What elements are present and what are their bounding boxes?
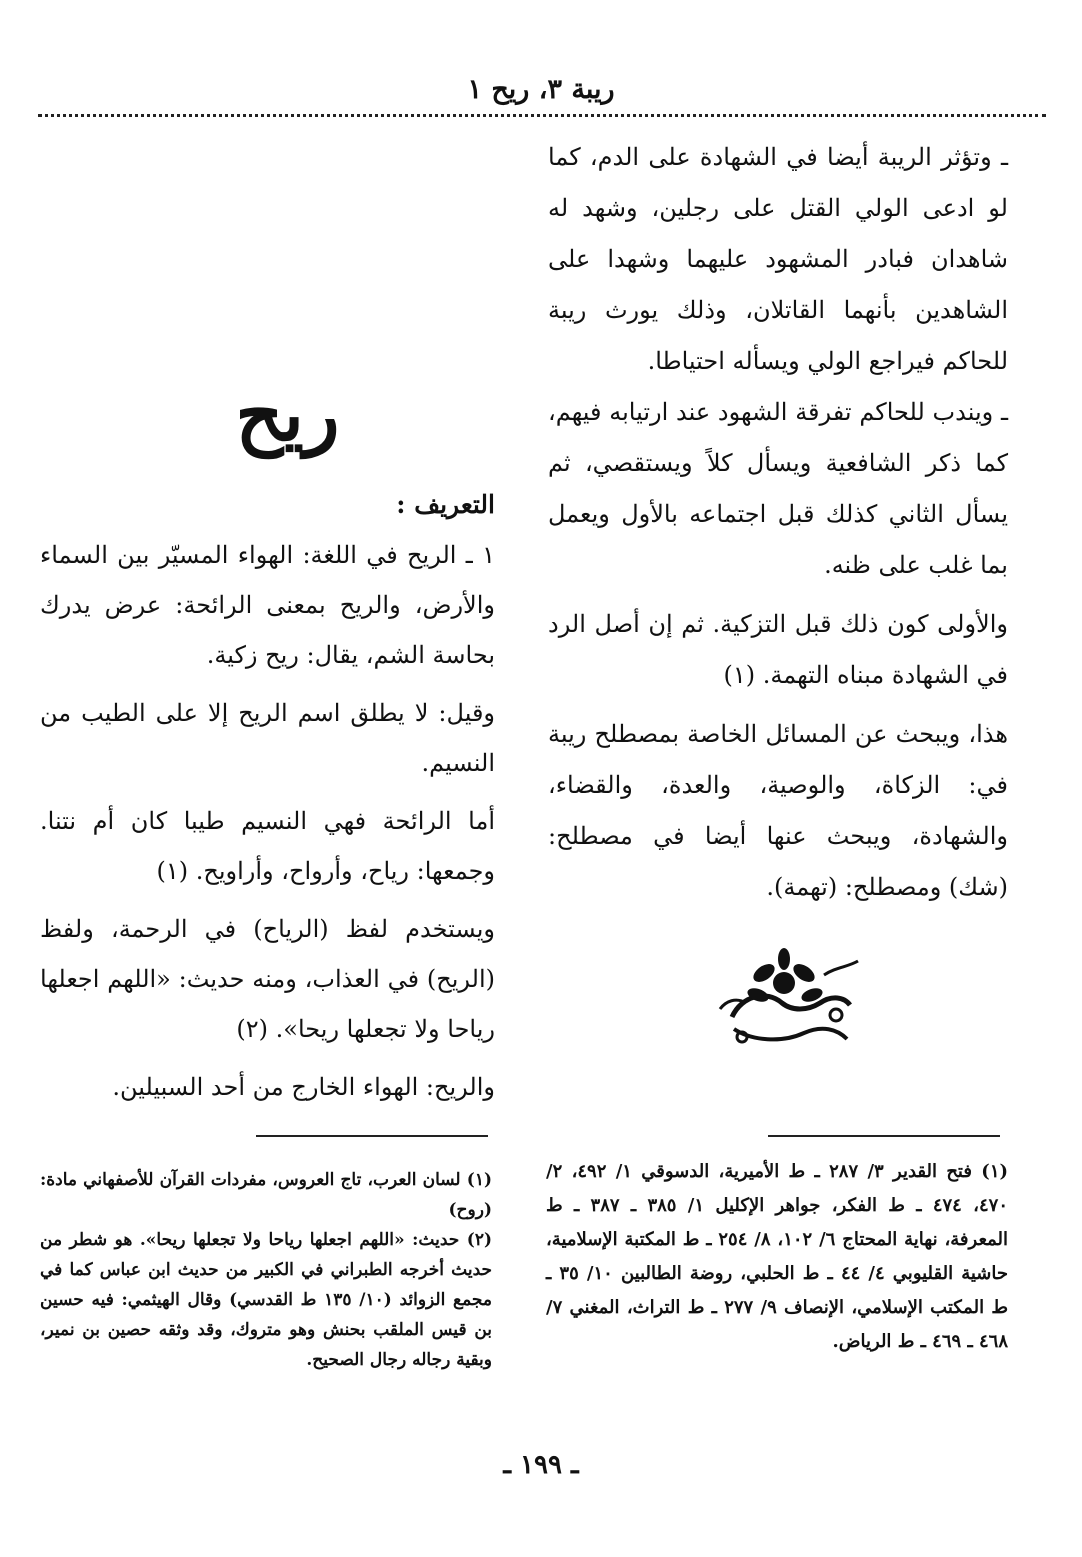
footnote: (٢) حديث: «اللهم اجعلها رياحا ولا تجعلها ريحا». هو شطر من حديث أخرجه الطبراني في الكبير من حديث ابن عباس كما في مجمع الزوائد (١٠/ ١٣٥ ط القدسي) وقال الهيثمي: فيه حسين بن قيس الملقب بحنش وهو متروك، وقد وثقه حصين بن نمير، وبقية رجاله رجال الصحيح. xyxy=(40,1230,492,1370)
paragraph: ويستخدم لفظ (الرياح) في الرحمة، ولفظ (الريح) في العذاب، ومنه حديث: «اللهم اجعلها رياحا ولا تجعلها ريحا». (٢) xyxy=(40,915,495,1043)
running-title: ريبة ٣، ريح ١ xyxy=(467,74,615,105)
paragraph: والريح: الهواء الخارج من أحد السبيلين. xyxy=(112,1073,495,1101)
footnote: (١) لسان العرب، تاج العروس، مفردات القرآن للأصفهاني مادة: (روح) xyxy=(40,1170,492,1220)
paragraph: وقيل: لا يطلق اسم الريح إلا على الطيب من النسيم. xyxy=(40,699,495,777)
page-number: ـ ١٩٩ ـ xyxy=(503,1450,579,1480)
footnote-rule xyxy=(256,1135,488,1137)
footnote: (١) فتح القدير ٣/ ٢٨٧ ـ ط الأميرية، الدسوقي ١/ ٤٩٢، ٢/ ٤٧٠، ٤٧٤ ـ ط الفكر، جواهر الإكليل ١/ ٣٨٥ ـ ٣٨٧ ـ ط المعرفة، نهاية المحتاج ٦/ ١٠٢، ٨/ ٢٥٤ ـ ط المكتبة الإسلامية، حاشية القليوبي ٤/ ٤٤ ـ ط الحلبي، روضة الطالبين ١٠/ ٣٥ ـ ط المكتب الإسلامي، الإنصاف ٩/ ٢٧٧ ـ ط التراث، المغني ٧/ ٤٦٨ ـ ٤٦٩ ـ ط الرياض. xyxy=(546,1161,1009,1352)
paragraph: أما الرائحة فهي النسيم طيبا كان أم نتنا. وجمعها: رياح، وأرواح، وأراويح. (١) xyxy=(40,807,495,885)
entry-title: ريح xyxy=(235,372,340,458)
footnote-rule xyxy=(768,1135,1000,1137)
right-column xyxy=(548,132,1008,913)
paragraph: ـ وتؤثر الريبة أيضا في الشهادة على الدم، كما لو ادعى الولي القتل على رجلين، وشهد له شاهدان فبادر المشهود عليهما وشهدا على الشاهدين بأنهما القاتلان، وذلك يورث ريبة للحاكم فيراجع الولي ويسأله احتياطا. xyxy=(548,143,1008,375)
footnotes-left xyxy=(40,1165,492,1375)
paragraph: ـ ويندب للحاكم تفرقة الشهود عند ارتيابه فيهم، كما ذكر الشافعية ويسأل كلاً ويستقصي، ثم يسأل الثاني كذلك قبل اجتماعه بالأول ويعمل بما غلب على ظنه. xyxy=(548,398,1008,579)
left-column xyxy=(40,360,495,1112)
paragraph: والأولى كون ذلك قبل التزكية. ثم إن أصل الرد في الشهادة مبناه التهمة. (١) xyxy=(548,610,1008,689)
paragraph: هذا، ويبحث عن المسائل الخاصة بمصطلح ريبة في: الزكاة، والوصية، والعدة، والقضاء، والشهادة، ويبحث عنها أيضا في مصطلح: (شك) ومصطلح: (تهمة). xyxy=(548,720,1008,901)
footnotes-right xyxy=(546,1155,1008,1359)
section-heading: التعريف : xyxy=(396,490,495,519)
header-dotted-rule xyxy=(38,114,1046,117)
floral-ornament-icon xyxy=(712,945,862,1055)
paragraph: ١ ـ الريح في اللغة: الهواء المسيّر بين السماء والأرض، والريح بمعنى الرائحة: عرض يدرك بحاسة الشم، يقال: ريح زكية. xyxy=(40,541,495,669)
